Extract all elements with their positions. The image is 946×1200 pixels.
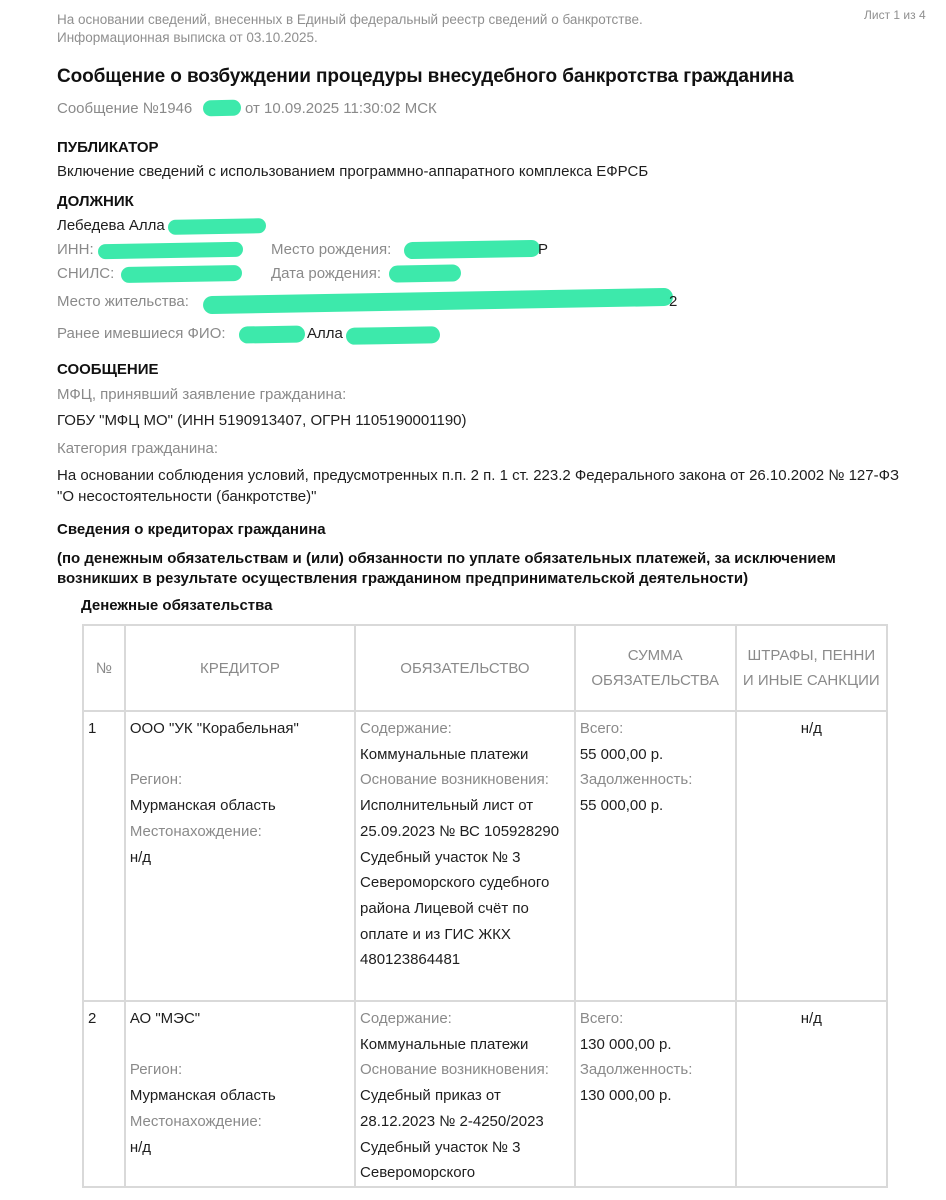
snils-label: СНИЛС: — [57, 265, 115, 282]
content-value: Коммунальные платежи — [360, 745, 529, 763]
debt-label: Задолженность: — [579, 771, 693, 789]
redaction-mark — [203, 288, 673, 314]
location-label: Местонахождение: — [129, 1112, 262, 1130]
col-obligation: ОБЯЗАТЕЛЬСТВО — [355, 625, 575, 711]
col-amount: СУММА ОБЯЗАТЕЛЬСТВА — [575, 625, 736, 711]
debtor-name: Лебедева Алла — [57, 217, 165, 234]
total-value: 130 000,00 р. — [579, 1035, 672, 1053]
monetary-heading: Денежные обязательства — [81, 597, 273, 614]
message-number: Сообщение №1946 — [57, 100, 193, 117]
obligation-cell — [355, 711, 575, 1001]
birthplace-tail: Р — [538, 241, 549, 258]
publisher-heading: ПУБЛИКАТОР — [57, 139, 159, 156]
page-title: Сообщение о возбуждении процедуры внесудебного банкротства гражданина — [57, 66, 794, 87]
redaction-mark — [346, 326, 440, 345]
total-label: Всего: — [579, 720, 624, 737]
publisher-text: Включение сведений с использованием программно-аппаратного комплекса ЕФРСБ — [57, 163, 649, 180]
creditor-cell — [125, 1001, 355, 1187]
mfc-value: ГОБУ "МФЦ МО" (ИНН 5190913407, ОГРН 1105190001190) — [57, 412, 467, 429]
redaction-mark — [404, 240, 540, 259]
birthdate-label: Дата рождения: — [271, 265, 381, 282]
basis-value: Исполнительный лист от 25.09.2023 № ВС 105928290 Судебный участок № 3 Североморского судебного района Лицевой счёт по оплате и из ГИС ЖКХ 480123864481 — [360, 797, 560, 969]
content-label: Содержание: — [360, 1010, 452, 1027]
region-label: Регион: — [129, 771, 183, 789]
region-label: Регион: — [129, 1061, 183, 1079]
redaction-mark — [203, 100, 241, 117]
fines-value: н/д — [736, 1001, 887, 1187]
col-num: № — [83, 625, 125, 711]
row-num: 1 — [83, 711, 125, 1001]
debt-value: 55 000,00 р. — [579, 797, 664, 815]
amount-cell — [575, 711, 736, 1001]
location-label: Местонахождение: — [129, 822, 262, 840]
residence-tail: 2 — [669, 293, 678, 310]
row-num: 2 — [83, 1001, 125, 1187]
location-value: н/д — [129, 848, 152, 866]
col-creditor: КРЕДИТОР — [125, 625, 355, 711]
redaction-mark — [239, 325, 305, 343]
region-value: Мурманская область — [129, 797, 276, 815]
total-label: Всего: — [579, 1010, 624, 1027]
former-name-label: Ранее имевшиеся ФИО: — [57, 325, 226, 342]
region-value: Мурманская область — [129, 1087, 276, 1105]
redaction-mark — [98, 242, 243, 260]
mfc-label: МФЦ, принявший заявление гражданина: — [57, 386, 347, 403]
table-row — [83, 711, 887, 1001]
col-fines: ШТРАФЫ, ПЕННИ И ИНЫЕ САНКЦИИ — [736, 625, 887, 711]
fines-value: н/д — [736, 711, 887, 1001]
location-value: н/д — [129, 1138, 152, 1156]
content-value: Коммунальные платежи — [360, 1035, 529, 1053]
creditors-subheading: (по денежным обязательствам и (или) обязанности по уплате обязательных платежей, за исключением возникших в результате осуществления гражданином предпринимательской деятельности) — [57, 550, 836, 587]
redaction-mark — [168, 218, 266, 235]
message-heading: СООБЩЕНИЕ — [57, 361, 159, 378]
amount-cell — [575, 1001, 736, 1187]
message-date: от 10.09.2025 11:30:02 МСК — [245, 100, 437, 117]
redaction-mark — [389, 264, 461, 282]
creditor-cell — [125, 711, 355, 1001]
creditors-heading: Сведения о кредиторах гражданина — [57, 521, 326, 538]
former-name-value: Алла — [307, 325, 343, 342]
residence-label: Место жительства: — [57, 293, 189, 310]
creditors-table — [82, 624, 888, 1188]
category-value: На основании соблюдения условий, предусмотренных п.п. 2 п. 1 ст. 223.2 Федерального закона от 26.10.2002 № 127-ФЗ "О несостоятельности (банкротстве)" — [57, 467, 900, 505]
source-line-1: На основании сведений, внесенных в Единый федеральный реестр сведений о банкротстве. — [57, 12, 643, 27]
redaction-mark — [121, 265, 242, 283]
category-label: Категория гражданина: — [57, 440, 219, 457]
debt-label: Задолженность: — [579, 1061, 693, 1079]
debt-value: 130 000,00 р. — [579, 1087, 672, 1105]
page-number: Лист 1 из 4 — [864, 8, 926, 22]
creditor-name: АО "МЭС" — [129, 1010, 201, 1027]
inn-label: ИНН: — [57, 241, 94, 258]
basis-label: Основание возникновения: — [360, 1061, 549, 1079]
total-value: 55 000,00 р. — [579, 745, 664, 763]
creditor-name: ООО "УК "Корабельная" — [129, 720, 299, 737]
table-header-row — [83, 625, 887, 711]
obligation-cell — [355, 1001, 575, 1187]
table-row — [83, 1001, 887, 1187]
birthplace-label: Место рождения: — [271, 241, 392, 258]
basis-label: Основание возникновения: — [360, 771, 549, 789]
debtor-heading: ДОЛЖНИК — [57, 193, 134, 210]
content-label: Содержание: — [360, 720, 452, 737]
basis-value: Судебный приказ от 28.12.2023 № 2-4250/2023 Судебный участок № 3 Североморского — [360, 1087, 544, 1182]
source-line-2: Информационная выписка от 03.10.2025. — [57, 30, 318, 45]
